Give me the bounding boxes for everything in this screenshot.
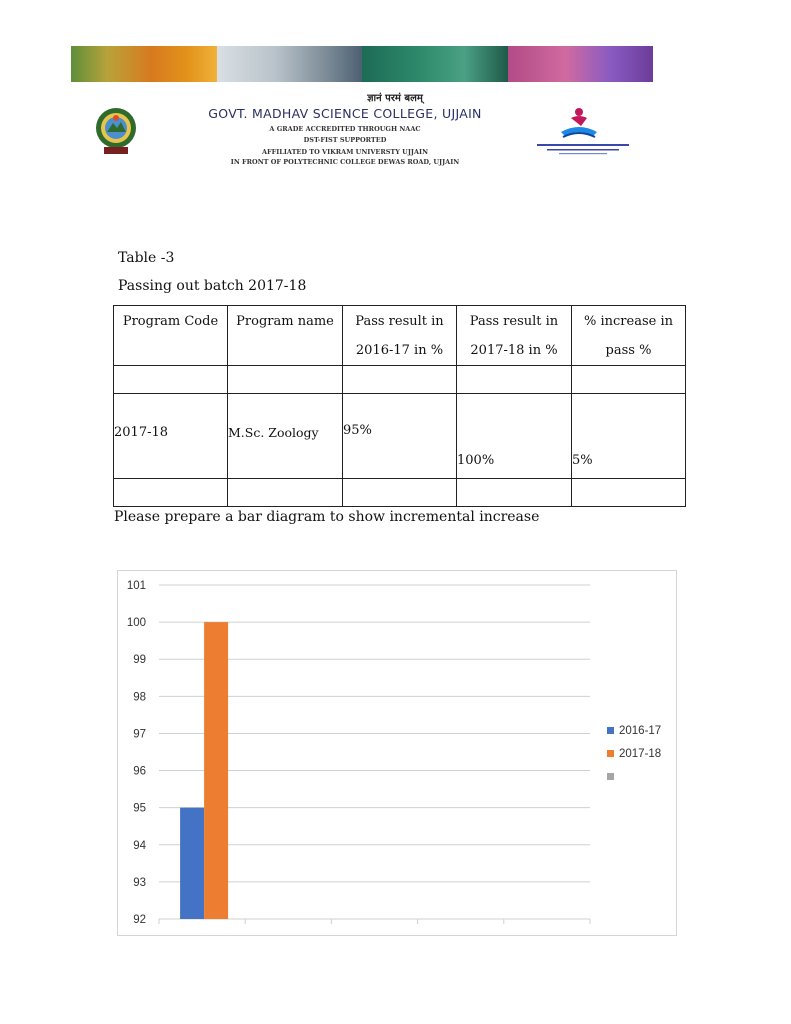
table-row: [114, 394, 686, 479]
chart-plot: [118, 571, 676, 935]
header-increase: % increase in pass %: [572, 306, 686, 366]
cell-pass-2017-18: 100%: [457, 394, 572, 479]
cell-increase: 5%: [572, 394, 686, 479]
banner-panel-molecules: [362, 46, 508, 82]
header-program-name: Program name: [228, 306, 343, 366]
y-tick-label: 100: [126, 617, 146, 630]
header-banner: [71, 46, 653, 82]
y-tick-label: 93: [133, 876, 146, 889]
banner-panel-atoms: [508, 46, 654, 82]
cell-program-code: 2017-18: [114, 394, 228, 479]
y-tick-label: 99: [133, 654, 146, 667]
legend-item: [607, 719, 661, 742]
cell-program-name: M.Sc. Zoology: [228, 394, 343, 479]
y-tick-label: 98: [133, 691, 146, 704]
legend-label: 2016-17: [619, 724, 662, 737]
header-program-code: Program Code: [114, 306, 228, 366]
legend-label: 2017-18: [619, 747, 662, 760]
college-motto: ज्ञानं परमं बलम्: [367, 93, 423, 104]
legend-swatch: [607, 773, 614, 780]
support-line: DST-FIST SUPPORTED: [303, 136, 387, 144]
accreditation-line: A GRADE ACCREDITED THROUGH NAAC: [269, 125, 421, 133]
bar-2016-17: [180, 808, 204, 919]
legend-swatch: [607, 727, 614, 734]
bar-chart: [117, 570, 677, 936]
y-tick-label: 96: [133, 765, 146, 778]
affiliation-line: AFFILIATED TO VIKRAM UNIVERSTY UJJAIN: [261, 148, 429, 156]
table-row-empty: [114, 366, 686, 394]
banner-panel-robot: [217, 46, 363, 82]
header-pass-2016-17: Pass result in 2016-17 in %: [343, 306, 457, 366]
pass-result-table: [113, 305, 686, 507]
y-tick-label: 95: [133, 802, 146, 815]
instruction-note: Please prepare a bar diagram to show incremental increase: [114, 509, 540, 525]
college-name: GOVT. MADHAV SCIENCE COLLEGE, UJJAIN: [208, 106, 482, 121]
y-tick-label: 97: [133, 728, 146, 741]
table-caption: Passing out batch 2017-18: [118, 278, 307, 294]
table-row-empty: [114, 479, 686, 507]
chart-legend: [607, 719, 661, 788]
legend-item: [607, 742, 661, 765]
y-tick-label: 94: [133, 839, 146, 852]
legend-item: [607, 765, 661, 788]
iqac-logo: [533, 104, 633, 158]
header-pass-2017-18: Pass result in 2017-18 in %: [457, 306, 572, 366]
address-line: IN FRONT OF POLYTECHNIC COLLEGE DEWAS ROAD, UJJAIN: [230, 158, 460, 166]
table-header-row: [114, 306, 686, 366]
bar-2017-18: [204, 622, 228, 919]
table-number: Table -3: [118, 250, 175, 266]
y-tick-label: 101: [126, 580, 146, 592]
cell-pass-2016-17: 95%: [343, 394, 457, 479]
college-emblem-logo: [91, 106, 141, 156]
legend-swatch: [607, 750, 614, 757]
banner-panel-chemistry: [71, 46, 217, 82]
y-tick-label: 92: [133, 914, 146, 926]
